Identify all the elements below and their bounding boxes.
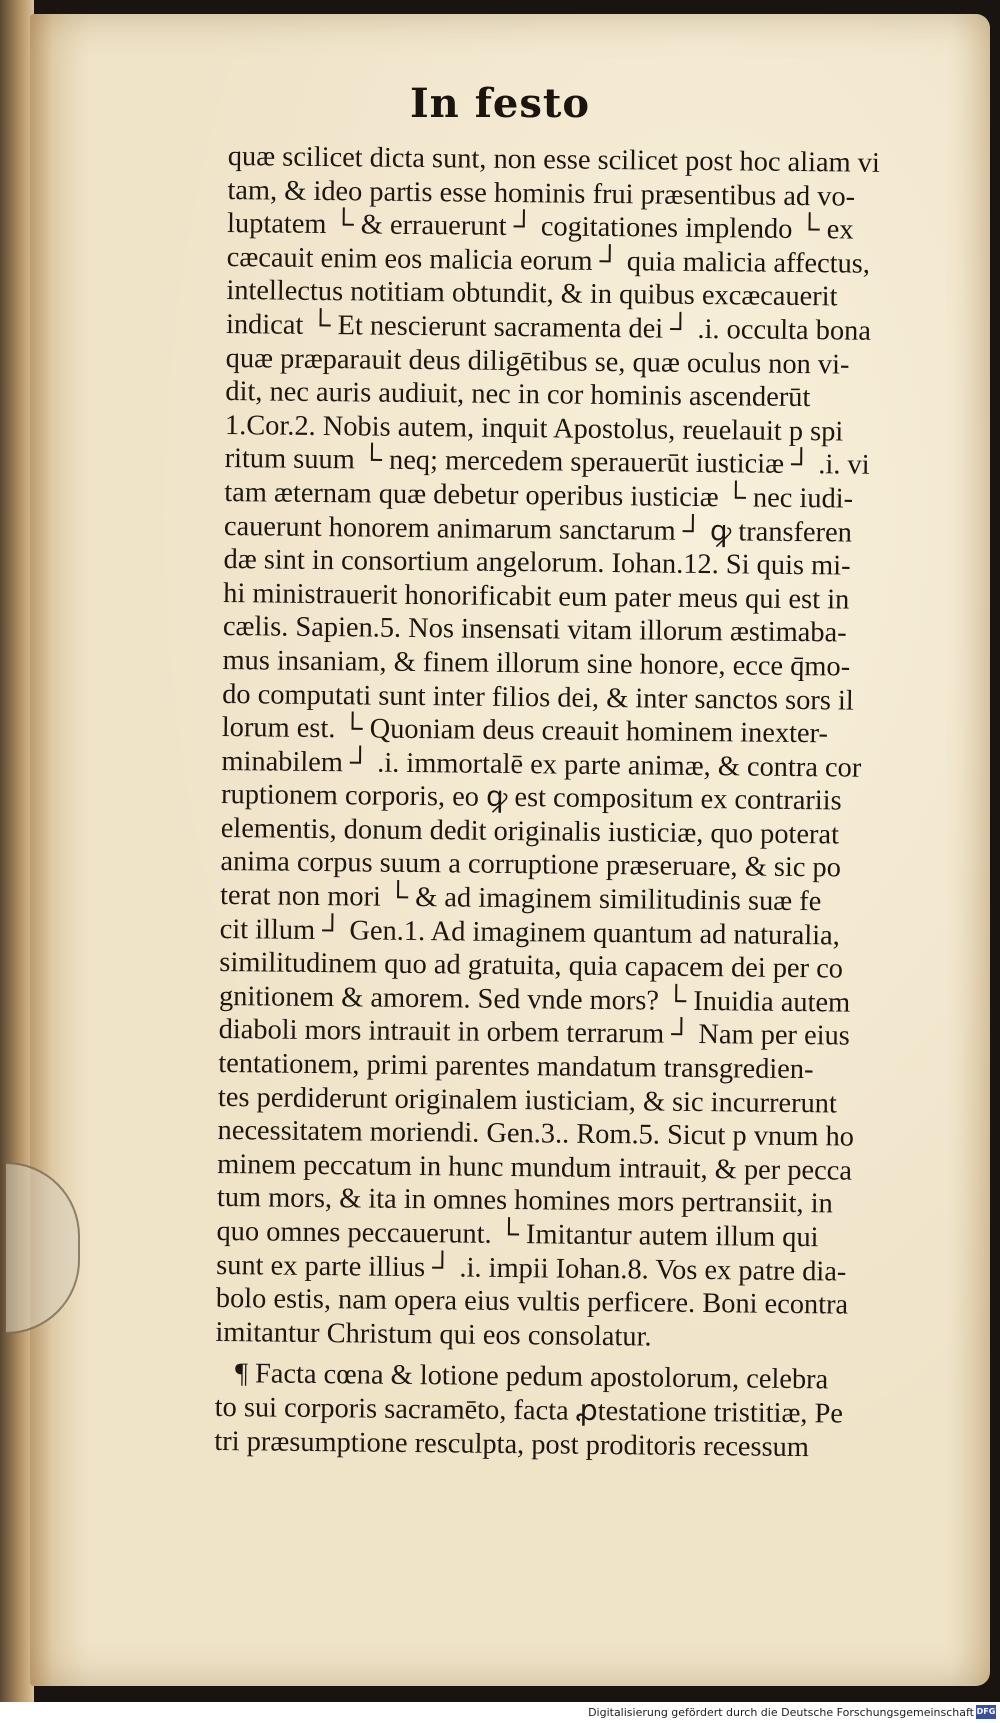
text-line: do computati sunt inter filios dei, & inter sanctos sors il	[222, 678, 854, 717]
text-line: indicat └ Et nescierunt sacramenta dei ┘ .i. occulta bona	[225, 308, 872, 347]
text-line: minabilem ┘ .i. immortalē ex parte animæ, & contra cor	[221, 745, 862, 784]
text-line: cauerunt honorem animarum sanctarum ┘ ꝙ transferen	[223, 510, 853, 549]
text-line: anima corpus suum a corruptione præseruare, & sic po	[220, 846, 842, 884]
text-line: ruptionem corporis, eo ꝙ est compositum ex contrariis	[220, 779, 842, 817]
text-line: quo omnes peccauerunt. └ Imitantur autem illum qui	[216, 1215, 819, 1254]
text-line: tes perdiderunt originalem iusticiam, & sic incurrerunt	[217, 1081, 838, 1120]
text-line: bolo estis, nam opera eius vultis perficere. Boni econtra	[215, 1283, 849, 1321]
text-line: gnitionem & amorem. Sed vnde mors? └ Inuidia autem	[218, 980, 851, 1019]
text-line: dit, nec auris audiuit, nec in cor hominis ascenderūt	[225, 376, 811, 414]
text-line: luptatem └ & errauerunt ┘ cogitationes implendo └ ex	[226, 208, 854, 246]
text-line: quæ scilicet dicta sunt, non esse scilicet post hoc aliam vi	[227, 140, 881, 179]
text-line: cæcauit enim eos malicia eorum ┘ quia malicia affectus,	[226, 241, 871, 280]
funding-credit: Digitalisierung gefördert durch die Deutsche Forschungsgemeinschaft	[588, 1706, 974, 1719]
text-line: cit illum ┘ Gen.1. Ad imaginem quantum ad naturalia,	[219, 913, 841, 952]
text-line: necessitatem moriendi. Gen.3.. Rom.5. Sicut p vnum ho	[217, 1115, 855, 1153]
text-line: terat non mori └ & ad imaginem similitudinis suæ fe	[219, 880, 822, 918]
text-line: tentationem, primi parentes mandatum transgredien-	[218, 1047, 814, 1086]
main-text-block	[214, 140, 950, 1466]
text-line: lorum est. └ Quoniam deus creauit hominem inexter-	[221, 712, 829, 750]
text-line: sunt ex parte illius ┘ .i. impii Iohan.8. Vos ex patre dia-	[216, 1249, 847, 1288]
paragraph-1	[215, 140, 950, 1357]
digitization-footer	[0, 1702, 1000, 1723]
text-line: ritum suum └ neq; mercedem sperauerūt iusticiæ ┘ .i. vi	[224, 443, 870, 482]
text-line: tum mors, & ita in omnes homines mors pertransiit, in	[216, 1182, 833, 1220]
text-line: intellectus notitiam obtundit, & in quibus excæcauerit	[226, 275, 838, 313]
text-line: mus insaniam, & finem illorum sine honore, ecce q̄mo-	[222, 644, 851, 683]
book-spine-edge	[0, 0, 34, 1702]
text-line: tri præsumptione resculpta, post proditoris recessum	[214, 1425, 810, 1463]
text-line: similitudinem quo ad gratuita, quia capacem dei per co	[219, 947, 844, 985]
text-line: ¶ Facta cœna & lotione pedum apostolorum, celebra	[234, 1358, 829, 1396]
running-header: In festo	[409, 80, 591, 127]
text-line: dæ sint in consortium angelorum. Iohan.12. Si quis mi-	[223, 544, 851, 582]
text-line: tam, & ideo partis esse hominis frui præsentibus ad vo-	[227, 174, 856, 213]
text-line: diaboli mors intrauit in orbem terrarum ┘ Nam per eius	[218, 1014, 850, 1052]
text-line: elementis, donum dedit originalis iusticiæ, quo poterat	[220, 812, 840, 851]
text-line: cælis. Sapien.5. Nos insensati vitam illorum æstimaba-	[222, 611, 847, 649]
paragraph-2	[214, 1357, 937, 1465]
text-line: quæ præparauit deus diligētibus se, quæ oculus non vi-	[225, 342, 850, 381]
text-line: minem peccatum in hunc mundum intrauit, & per pecca	[217, 1148, 853, 1187]
text-line: 1.Cor.2. Nobis autem, inquit Apostolus, reuelauit p spi	[224, 409, 844, 448]
text-line: tam æternam quæ debetur operibus iusticiæ └ nec iudi-	[224, 476, 854, 515]
text-line: to sui corporis sacramēto, facta ꝓtestatione tristitiæ, Pe	[214, 1391, 844, 1430]
text-line: imitantur Christum qui eos consolatur.	[215, 1316, 652, 1353]
text-line: hi ministrauerit honorificabit eum pater meus qui est in	[223, 577, 850, 616]
dfg-logo: DFG	[976, 1705, 996, 1719]
